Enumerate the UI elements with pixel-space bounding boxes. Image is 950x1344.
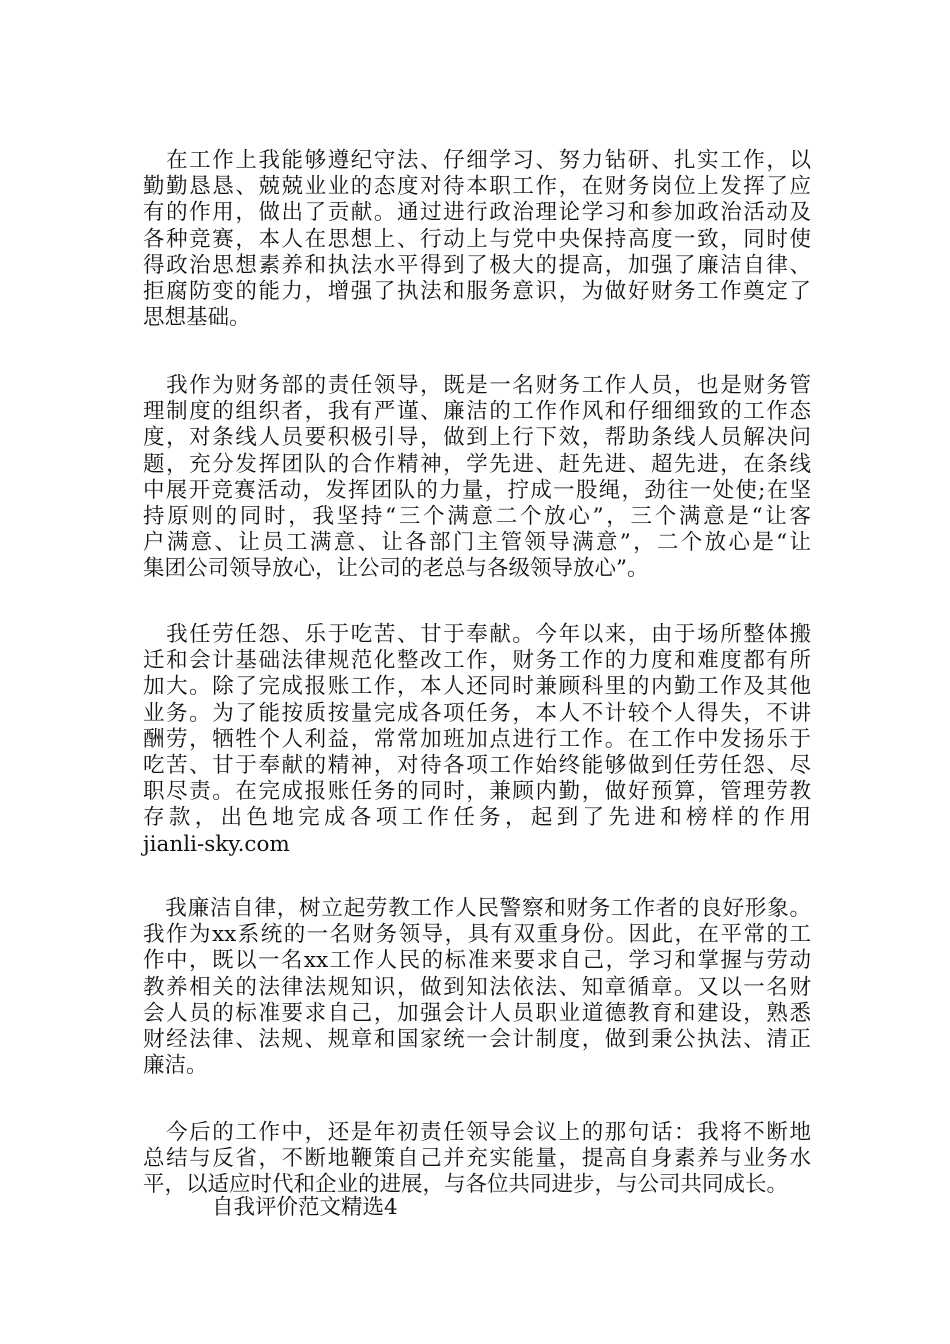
text-line: 存款，出色地完成各项工作任务，起到了先进和榜样的作用 [143, 805, 811, 831]
paragraph-future [143, 1120, 811, 1199]
text-line: 总结与反省，不断地鞭策自己并充实能量，提高自身素养与业务水 [143, 1146, 811, 1172]
text-line: 题，充分发挥团队的合作精神，学先进、赶先进、超先进，在条线 [143, 451, 811, 477]
paragraph-integrity [143, 896, 811, 1079]
text-line: 户满意、让员工满意、让各部门主管领导满意”，二个放心是“让 [143, 530, 811, 556]
text-line: 迁和会计基础法律规范化整改工作，财务工作的力度和难度都有所 [143, 648, 811, 674]
text-line: 作中，既以一名xx工作人民的标准来要求自己，学习和掌握与劳动 [143, 948, 811, 974]
text-line: 今后的工作中，还是年初责任领导会议上的那句话：我将不断地 [143, 1120, 811, 1145]
paragraph-leadership [143, 373, 811, 583]
text-line: 思想基础。 [143, 305, 251, 331]
website-text: jianli-sky.com [143, 831, 290, 857]
text-line: 持原则的同时，我坚持“三个满意二个放心”，三个满意是“让客 [143, 503, 811, 529]
text-line: 度，对条线人员要积极引导，做到上行下效，帮助条线人员解决问 [143, 425, 811, 451]
text-line: 有的作用，做出了贡献。通过进行政治理论学习和参加政治活动及 [143, 200, 811, 226]
text-line: 会人员的标准要求自己，加强会计人员职业道德教育和建设，熟悉 [143, 1000, 811, 1026]
text-line: 加大。除了完成报账工作，本人还同时兼顾科里的内勤工作及其他 [143, 674, 811, 700]
paragraph-dedication [143, 622, 811, 858]
paragraph-work-attitude [143, 148, 811, 331]
text-line: 我作为xx系统的一名财务领导，具有双重身份。因此，在平常的工 [143, 922, 811, 948]
text-line: 职尽责。在完成报账任务的同时，兼顾内勤，做好预算，管理劳教 [143, 779, 811, 805]
text-line: 我作为财务部的责任领导，既是一名财务工作人员，也是财务管 [143, 373, 811, 398]
text-line: 酬劳，牺牲个人利益，常常加班加点进行工作。在工作中发扬乐于 [143, 726, 811, 752]
text-line: 中展开竞赛活动，发挥团队的力量，拧成一股绳，劲往一处使;在坚 [143, 477, 811, 503]
text-line: 理制度的组织者，我有严谨、廉洁的工作作风和仔细细致的工作态 [143, 399, 811, 425]
text-line: 在工作上我能够遵纪守法、仔细学习、努力钻研、扎实工作，以 [143, 148, 811, 173]
text-line: 集团公司领导放心，让公司的老总与各级领导放心”。 [143, 556, 649, 582]
text-line: 我任劳任怨、乐于吃苦、甘于奉献。今年以来，由于场所整体搬 [143, 622, 811, 647]
section-heading: 自我评价范文精选4 [212, 1195, 398, 1220]
text-line: 我廉洁自律，树立起劳教工作人民警察和财务工作者的良好形象。 [143, 896, 811, 921]
text-line: 得政治思想素养和执法水平得到了极大的提高，加强了廉洁自律、 [143, 252, 811, 278]
text-line: 平，以适应时代和企业的进展，与各位共同进步，与公司共同成长。 [143, 1172, 789, 1198]
text-line: 教养相关的法律法规知识，做到知法依法、知章循章。又以一名财 [143, 974, 811, 1000]
text-line: 拒腐防变的能力，增强了执法和服务意识，为做好财务工作奠定了 [143, 278, 811, 304]
text-line: 各种竞赛，本人在思想上、行动上与党中央保持高度一致，同时使 [143, 226, 811, 252]
text-line: 业务。为了能按质按量完成各项任务，本人不计较个人得失，不讲 [143, 700, 811, 726]
text-line: 廉洁。 [143, 1053, 208, 1079]
text-line: 勤勤恳恳、兢兢业业的态度对待本职工作，在财务岗位上发挥了应 [143, 174, 811, 200]
text-line: 吃苦、甘于奉献的精神，对待各项工作始终能够做到任劳任怨、尽 [143, 752, 811, 778]
text-line: 财经法律、法规、规章和国家统一会计制度，做到秉公执法、清正 [143, 1026, 811, 1052]
